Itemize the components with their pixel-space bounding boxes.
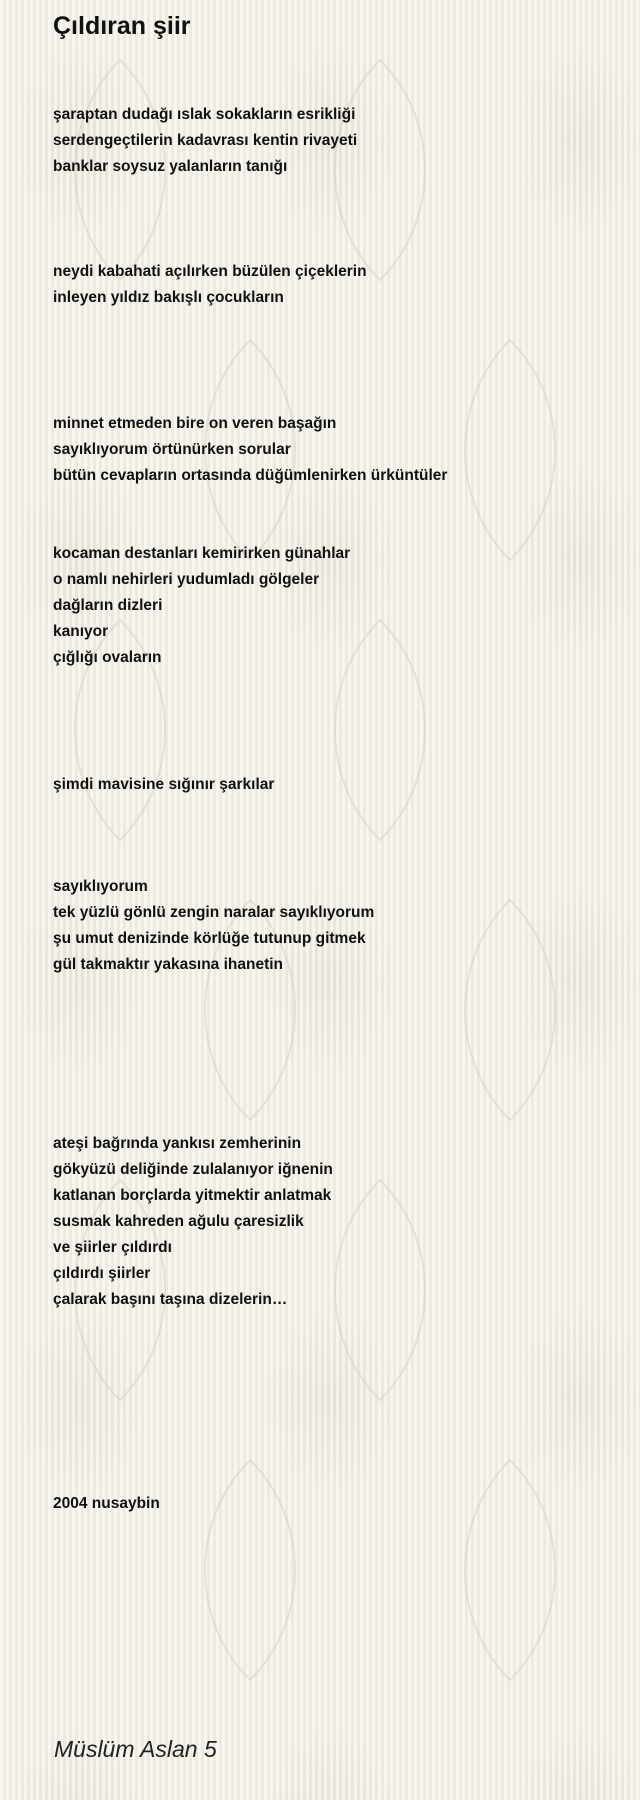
poem-line: susmak kahreden ağulu çaresizlik <box>53 1213 304 1230</box>
poem-line: kocaman destanları kemirirken günahlar <box>53 545 351 562</box>
poem-line: o namlı nehirleri yudumladı gölgeler <box>53 571 320 588</box>
stanza-6 <box>53 874 374 978</box>
poem-title: Çıldıran şiir <box>53 12 191 40</box>
poem-line: serdengeçtilerin kadavrası kentin rivayeti <box>53 132 358 149</box>
poem-line: bütün cevapların ortasında düğümlenirken ürküntüler <box>53 467 448 484</box>
poem-line: minnet etmeden bire on veren başağın <box>53 415 337 432</box>
poem-line: çalarak başını taşına dizelerin… <box>53 1291 288 1308</box>
poem-date-place: 2004 nusaybin <box>53 1495 160 1512</box>
poem-line: banklar soysuz yalanların tanığı <box>53 158 288 175</box>
stanza-5 <box>53 772 274 798</box>
poem-line: katlanan borçlarda yitmektir anlatmak <box>53 1187 332 1204</box>
poem-line: tek yüzlü gönlü zengin naralar sayıklıyorum <box>53 904 375 921</box>
poem-line: inleyen yıldız bakışlı çocukların <box>53 289 284 306</box>
poem-line: şimdi mavisine sığınır şarkılar <box>53 776 275 793</box>
poem-line: şu umut denizinde körlüğe tutunup gitmek <box>53 930 366 947</box>
stanza-1 <box>53 102 357 180</box>
author-name: Müslüm Aslan 5 <box>54 1736 217 1762</box>
stanza-2 <box>53 259 367 311</box>
poem-line: gökyüzü deliğinde zulalanıyor iğnenin <box>53 1161 333 1178</box>
stanza-4 <box>53 541 350 671</box>
poem-line: çıldırdı şiirler <box>53 1265 151 1282</box>
stanza-7 <box>53 1131 333 1313</box>
poem-line: çığlığı ovaların <box>53 649 162 666</box>
poem-line: gül takmaktır yakasına ihanetin <box>53 956 284 973</box>
poem-line: neydi kabahati açılırken büzülen çiçeklerin <box>53 263 367 280</box>
poem-line: sayıklıyorum örtünürken sorular <box>53 441 291 458</box>
poem-line: kanıyor <box>53 623 109 640</box>
poem-line: ateşi bağrında yankısı zemherinin <box>53 1135 302 1152</box>
poem-line: sayıklıyorum <box>53 878 148 895</box>
stanza-3 <box>53 411 447 489</box>
poem-line: dağların dizleri <box>53 597 163 614</box>
poem-line: şaraptan dudağı ıslak sokakların esrikliği <box>53 106 356 123</box>
poem-line: ve şiirler çıldırdı <box>53 1239 172 1256</box>
